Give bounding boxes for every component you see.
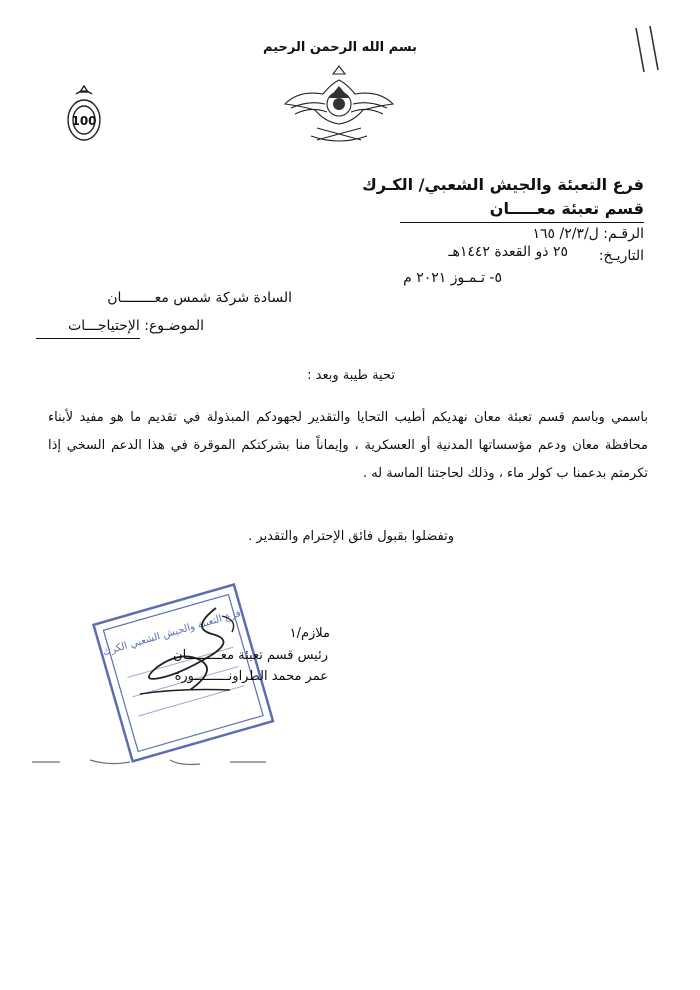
addressee: السادة شركة شمس معــــــــان: [107, 290, 292, 306]
date-label: التاريـخ:: [598, 248, 644, 264]
subject-line: الموضـوع: الإحتياجـــات: [68, 318, 204, 334]
letter-body: باسمي وباسم قسم تعبئة معان نهديكم أطيب التحايا والتقدير لجهودكم المبذولة في تقديم ما هو مفيد لأبناء محافظة معان ودعم مؤسساتها المدنية أو العسكرية ، وإيماناً منا بشركتكم الموقرة في هذا الدعم السخي إذا تكرمتم بدعمنا ب كولر ماء ، وذلك لحاجتنا الماسة له .: [48, 410, 648, 481]
handwritten-marks: [630, 26, 670, 76]
subject-underline: [36, 338, 140, 339]
gregorian-date: ٥- تـمـوز ٢٠٢١ م: [403, 270, 502, 286]
closing-line: وتفضلوا بقبول فائق الإحترام والتقدير .: [248, 529, 454, 544]
basmala: بسم الله الرحمن الرحيم: [263, 40, 417, 55]
hijri-date: ٢٥ ذو القعدة ١٤٤٢هـ: [448, 244, 568, 260]
greeting: تحية طيبة وبعد :: [307, 368, 395, 383]
signatory-title: رئيس قسم تعبئة معـــــــــان: [173, 648, 328, 663]
directorate-title: فرع التعبئة والجيش الشعبي/ الكـرك: [362, 175, 644, 194]
signatory-rank: ملازم/١: [289, 626, 330, 641]
centenary-emblem: [62, 84, 106, 144]
reference-number: الرقـم: ل/٢/٣/ ١٦٥: [532, 226, 644, 242]
stamp-text: فرع التعبئة والجيش الشعبي الكرك: [101, 608, 243, 659]
armed-forces-emblem: [279, 64, 399, 144]
section-title: قسم تعبئة معـــــان: [489, 199, 644, 218]
header-underline: [400, 222, 644, 223]
signatory-name: عمر محمد الطراونـــــــــورة: [174, 669, 328, 684]
scan-artifact-line: [30, 752, 270, 772]
centenary-number: 100: [71, 114, 97, 128]
